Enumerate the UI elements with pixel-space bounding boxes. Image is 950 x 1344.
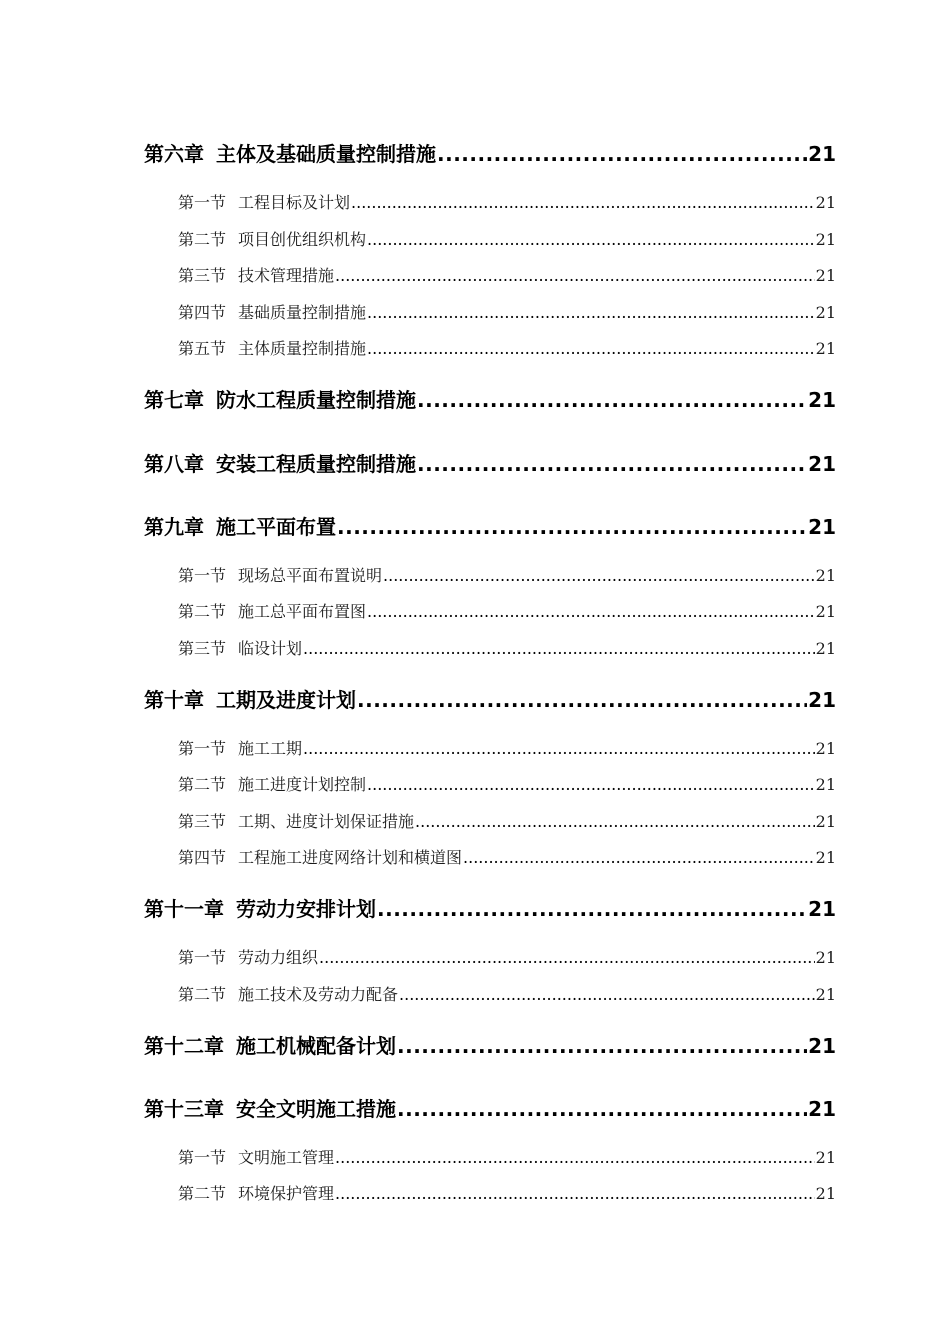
section-number: 第二节 xyxy=(178,602,227,621)
chapter-number: 第十二章 xyxy=(144,1034,224,1058)
section-title: 临设计划 xyxy=(238,639,303,658)
dot-leader xyxy=(417,452,807,476)
toc-section[interactable] xyxy=(178,336,836,359)
section-title: 施工工期 xyxy=(238,739,303,758)
toc-chapter-13[interactable] xyxy=(144,1093,836,1122)
section-title: 主体质量控制措施 xyxy=(238,339,367,358)
page-number: 21 xyxy=(808,897,836,921)
chapter-title: 施工平面布置 xyxy=(216,515,336,539)
toc-chapter-7[interactable] xyxy=(144,384,836,413)
dot-leader xyxy=(367,775,815,794)
toc-chapter-12[interactable] xyxy=(144,1030,836,1059)
section-number: 第五节 xyxy=(178,339,227,358)
section-title: 基础质量控制措施 xyxy=(238,303,367,322)
page-number: 21 xyxy=(808,452,836,476)
section-title: 项目创优组织机构 xyxy=(238,230,367,249)
dot-leader xyxy=(383,566,815,585)
toc-chapter-10[interactable] xyxy=(144,684,836,713)
page-number: 21 xyxy=(815,985,836,1004)
dot-leader xyxy=(335,1148,815,1167)
section-title: 工程目标及计划 xyxy=(238,193,351,212)
toc-chapter-9[interactable] xyxy=(144,511,836,540)
dot-leader xyxy=(367,303,815,322)
dot-leader xyxy=(337,515,807,539)
page-number: 21 xyxy=(815,230,836,249)
toc-section[interactable] xyxy=(178,809,836,832)
chapter-number: 第十一章 xyxy=(144,897,224,921)
dot-leader xyxy=(415,812,815,831)
dot-leader xyxy=(367,602,815,621)
page-number: 21 xyxy=(815,775,836,794)
section-number: 第一节 xyxy=(178,1148,227,1167)
dot-leader xyxy=(335,1184,815,1203)
chapter-title: 安全文明施工措施 xyxy=(236,1097,396,1121)
dot-leader xyxy=(357,688,807,712)
chapter-title: 安装工程质量控制措施 xyxy=(216,452,416,476)
section-title: 劳动力组织 xyxy=(238,948,319,967)
section-title: 施工进度计划控制 xyxy=(238,775,367,794)
toc-section[interactable] xyxy=(178,636,836,659)
toc-section[interactable] xyxy=(178,1145,836,1168)
section-title: 现场总平面布置说明 xyxy=(238,566,383,585)
section-number: 第一节 xyxy=(178,739,227,758)
dot-leader xyxy=(397,1097,807,1121)
page-number: 21 xyxy=(815,1184,836,1203)
section-number: 第三节 xyxy=(178,639,227,658)
dot-leader xyxy=(351,193,815,212)
section-title: 技术管理措施 xyxy=(238,266,335,285)
section-number: 第二节 xyxy=(178,1184,227,1203)
section-title: 工期、进度计划保证措施 xyxy=(238,812,415,831)
toc-section[interactable] xyxy=(178,945,836,968)
toc-section[interactable] xyxy=(178,772,836,795)
page-number: 21 xyxy=(808,1034,836,1058)
chapter-number: 第八章 xyxy=(144,452,204,476)
page-number: 21 xyxy=(808,388,836,412)
toc-chapter-11[interactable] xyxy=(144,893,836,922)
dot-leader xyxy=(417,388,807,412)
section-number: 第四节 xyxy=(178,303,227,322)
section-number: 第三节 xyxy=(178,812,227,831)
dot-leader xyxy=(303,639,815,658)
page-number: 21 xyxy=(808,1097,836,1121)
toc-section[interactable] xyxy=(178,300,836,323)
page-number: 21 xyxy=(815,1148,836,1167)
chapter-number: 第十三章 xyxy=(144,1097,224,1121)
section-number: 第二节 xyxy=(178,230,227,249)
section-title: 环境保护管理 xyxy=(238,1184,335,1203)
toc-section[interactable] xyxy=(178,190,836,213)
chapter-title: 防水工程质量控制措施 xyxy=(216,388,416,412)
section-number: 第一节 xyxy=(178,193,227,212)
dot-leader xyxy=(437,142,807,166)
page-number: 21 xyxy=(815,303,836,322)
page-number: 21 xyxy=(815,566,836,585)
page-number: 21 xyxy=(808,688,836,712)
page-number: 21 xyxy=(808,515,836,539)
toc-section[interactable] xyxy=(178,1181,836,1204)
toc-section[interactable] xyxy=(178,982,836,1005)
dot-leader xyxy=(399,985,815,1004)
dot-leader xyxy=(463,848,815,867)
dot-leader xyxy=(377,897,807,921)
chapter-title: 主体及基础质量控制措施 xyxy=(216,142,436,166)
section-title: 工程施工进度网络计划和横道图 xyxy=(238,848,463,867)
section-title: 施工技术及劳动力配备 xyxy=(238,985,399,1004)
toc-section[interactable] xyxy=(178,227,836,250)
page-number: 21 xyxy=(815,639,836,658)
section-number: 第一节 xyxy=(178,948,227,967)
section-number: 第三节 xyxy=(178,266,227,285)
section-number: 第二节 xyxy=(178,775,227,794)
page-number: 21 xyxy=(815,948,836,967)
section-number: 第一节 xyxy=(178,566,227,585)
toc-chapter-6[interactable] xyxy=(144,138,836,167)
toc-section[interactable] xyxy=(178,263,836,286)
toc-section[interactable] xyxy=(178,563,836,586)
chapter-title: 劳动力安排计划 xyxy=(236,897,376,921)
toc-chapter-8[interactable] xyxy=(144,448,836,477)
page-number: 21 xyxy=(815,602,836,621)
dot-leader xyxy=(335,266,815,285)
page-number: 21 xyxy=(815,193,836,212)
section-number: 第四节 xyxy=(178,848,227,867)
chapter-number: 第十章 xyxy=(144,688,204,712)
chapter-title: 工期及进度计划 xyxy=(216,688,356,712)
page-number: 21 xyxy=(815,266,836,285)
chapter-title: 施工机械配备计划 xyxy=(236,1034,396,1058)
dot-leader xyxy=(303,739,815,758)
section-title: 文明施工管理 xyxy=(238,1148,335,1167)
page-number: 21 xyxy=(815,848,836,867)
chapter-number: 第六章 xyxy=(144,142,204,166)
toc-section[interactable] xyxy=(178,845,836,868)
chapter-number: 第七章 xyxy=(144,388,204,412)
dot-leader xyxy=(397,1034,807,1058)
toc-section[interactable] xyxy=(178,599,836,622)
dot-leader xyxy=(367,339,815,358)
dot-leader xyxy=(319,948,815,967)
page-number: 21 xyxy=(808,142,836,166)
page-number: 21 xyxy=(815,812,836,831)
chapter-number: 第九章 xyxy=(144,515,204,539)
page-number: 21 xyxy=(815,739,836,758)
section-title: 施工总平面布置图 xyxy=(238,602,367,621)
dot-leader xyxy=(367,230,815,249)
toc-section[interactable] xyxy=(178,736,836,759)
section-number: 第二节 xyxy=(178,985,227,1004)
page-number: 21 xyxy=(815,339,836,358)
